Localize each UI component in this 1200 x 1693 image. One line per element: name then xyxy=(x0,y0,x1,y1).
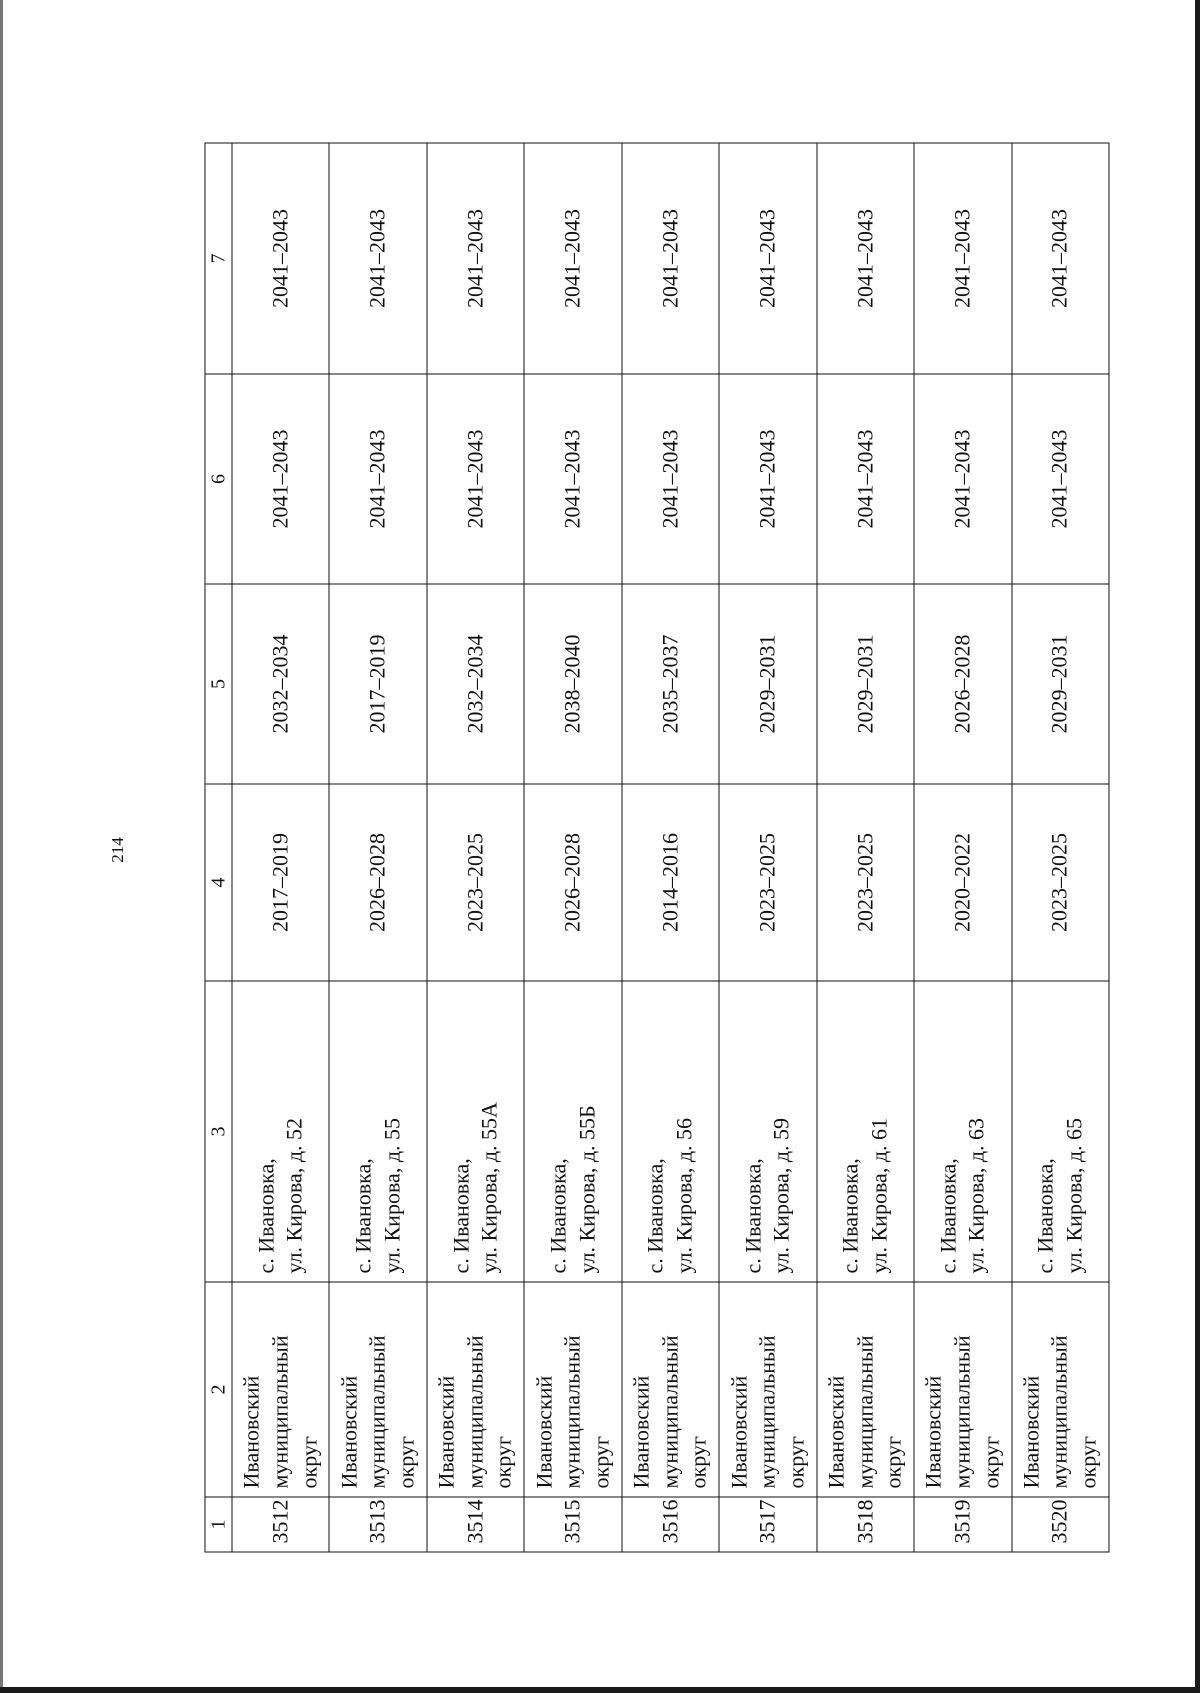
column-header: 3 xyxy=(205,981,232,1282)
district-line: округ xyxy=(393,1436,419,1489)
cell-years-c4: 2020–2022 xyxy=(914,784,1011,981)
district-line: муниципальный xyxy=(852,1335,878,1489)
cell-years-c4: 2014–2016 xyxy=(622,784,719,981)
cell-years-c6: 2041–2043 xyxy=(329,374,426,584)
district-line: округ xyxy=(783,1436,809,1489)
cell-address xyxy=(1012,981,1110,1282)
district-line: муниципальный xyxy=(559,1335,585,1489)
district-line: Ивановский xyxy=(336,1375,362,1489)
district-line: Ивановский xyxy=(920,1375,946,1489)
address-line: с. Ивановка, xyxy=(253,1158,279,1274)
table-row xyxy=(914,143,1011,1552)
cell-district xyxy=(817,1282,914,1497)
address-line: с. Ивановка, xyxy=(935,1158,961,1274)
column-header: 1 xyxy=(205,1497,232,1552)
table-body xyxy=(232,143,1109,1552)
cell-district xyxy=(1012,1282,1110,1497)
district-line: округ xyxy=(685,1436,711,1489)
district-line: округ xyxy=(296,1436,322,1489)
cell-id: 3514 xyxy=(427,1497,524,1552)
cell-years-c6: 2041–2043 xyxy=(817,374,914,584)
column-header: 2 xyxy=(205,1282,232,1497)
cell-id: 3512 xyxy=(232,1497,329,1552)
cell-id: 3517 xyxy=(719,1497,816,1552)
address-line: с. Ивановка, xyxy=(448,1158,473,1274)
cell-years-c4: 2023–2025 xyxy=(719,784,816,981)
cell-years-c5: 2032–2034 xyxy=(427,584,524,784)
address-line: ул. Кирова, д. 52 xyxy=(281,1117,307,1274)
cell-years-c7: 2041–2043 xyxy=(817,143,914,374)
cell-years-c6: 2041–2043 xyxy=(1012,374,1110,584)
table-row xyxy=(329,143,426,1552)
cell-years-c4: 2017–2019 xyxy=(232,784,329,981)
district-line: муниципальный xyxy=(949,1335,975,1489)
cell-district xyxy=(524,1282,621,1497)
cell-years-c5: 2035–2037 xyxy=(622,584,719,784)
cell-id: 3513 xyxy=(329,1497,426,1552)
address-line: с. Ивановка, xyxy=(837,1158,863,1274)
table-row xyxy=(427,143,524,1552)
cell-id: 3515 xyxy=(524,1497,621,1552)
district-line: муниципальный xyxy=(754,1335,780,1489)
district-line: муниципальный xyxy=(267,1335,293,1489)
cell-years-c6: 2041–2043 xyxy=(427,374,524,584)
table-row xyxy=(817,143,914,1552)
district-line: Ивановский xyxy=(726,1375,752,1489)
district-line: муниципальный xyxy=(657,1335,683,1489)
cell-years-c7: 2041–2043 xyxy=(719,143,816,374)
table-row xyxy=(622,143,719,1552)
column-header: 5 xyxy=(205,584,232,784)
table-row xyxy=(719,143,816,1552)
cell-years-c7: 2041–2043 xyxy=(914,143,1011,374)
data-table xyxy=(205,143,1110,1553)
address-line: с. Ивановка, xyxy=(545,1158,571,1274)
district-line: Ивановский xyxy=(628,1375,654,1489)
cell-id: 3520 xyxy=(1012,1497,1110,1552)
cell-years-c6: 2041–2043 xyxy=(914,374,1011,584)
cell-years-c4: 2023–2025 xyxy=(427,784,524,981)
cell-district xyxy=(427,1282,524,1497)
cell-years-c7: 2041–2043 xyxy=(524,143,621,374)
address-line: с. Ивановка, xyxy=(642,1158,668,1274)
cell-years-c4: 2023–2025 xyxy=(1012,784,1110,981)
address-line: ул. Кирова, д. 55Б xyxy=(574,1105,600,1274)
cell-district xyxy=(622,1282,719,1497)
cell-years-c7: 2041–2043 xyxy=(427,143,524,374)
page-number: 214 xyxy=(108,837,127,863)
district-line: округ xyxy=(978,1436,1004,1489)
address-line: ул. Кирова, д. 65 xyxy=(1061,1117,1087,1274)
cell-years-c7: 2041–2043 xyxy=(1012,143,1110,374)
district-line: муниципальный xyxy=(364,1335,390,1489)
district-line: Ивановский xyxy=(823,1375,849,1489)
column-header: 4 xyxy=(205,784,232,981)
cell-years-c5: 2032–2034 xyxy=(232,584,329,784)
cell-district xyxy=(719,1282,816,1497)
rotated-table-container xyxy=(205,144,1110,1553)
column-header: 7 xyxy=(205,143,232,374)
district-line: Ивановский xyxy=(1018,1375,1044,1489)
cell-address xyxy=(427,981,524,1282)
district-line: округ xyxy=(588,1436,614,1489)
district-line: Ивановский xyxy=(238,1375,264,1489)
cell-id: 3519 xyxy=(914,1497,1011,1552)
district-line: округ xyxy=(490,1436,516,1489)
address-line: ул. Кирова, д. 56 xyxy=(671,1117,697,1274)
cell-district xyxy=(914,1282,1011,1497)
district-line: Ивановский xyxy=(433,1375,459,1489)
address-line: с. Ивановка, xyxy=(1032,1158,1058,1274)
district-line: Ивановский xyxy=(531,1375,557,1489)
scan-edge-bottom xyxy=(0,1687,1200,1693)
cell-years-c5: 2029–2031 xyxy=(1012,584,1110,784)
cell-years-c7: 2041–2043 xyxy=(329,143,426,374)
address-line: ул. Кирова, д. 61 xyxy=(866,1117,892,1274)
scan-edge-right xyxy=(1195,0,1200,1693)
scan-edge-left xyxy=(0,0,3,1693)
cell-id: 3516 xyxy=(622,1497,719,1552)
cell-years-c6: 2041–2043 xyxy=(524,374,621,584)
district-line: округ xyxy=(880,1436,906,1489)
cell-years-c7: 2041–2043 xyxy=(232,143,329,374)
cell-address xyxy=(524,981,621,1282)
cell-address xyxy=(622,981,719,1282)
address-line: с. Ивановка, xyxy=(350,1158,376,1274)
address-line: ул. Кирова, д. 59 xyxy=(768,1117,794,1274)
table-row xyxy=(524,143,621,1552)
district-line: муниципальный xyxy=(1046,1335,1072,1489)
address-line: с. Ивановка, xyxy=(740,1158,766,1274)
cell-years-c5: 2017–2019 xyxy=(329,584,426,784)
cell-district xyxy=(232,1282,329,1497)
cell-years-c4: 2023–2025 xyxy=(817,784,914,981)
cell-address xyxy=(232,981,329,1282)
table-row xyxy=(232,143,329,1552)
cell-address xyxy=(914,981,1011,1282)
table-row xyxy=(1012,143,1110,1552)
cell-years-c6: 2041–2043 xyxy=(719,374,816,584)
cell-years-c4: 2026–2028 xyxy=(524,784,621,981)
cell-years-c5: 2038–2040 xyxy=(524,584,621,784)
cell-years-c7: 2041–2043 xyxy=(622,143,719,374)
address-line: ул. Кирова, д. 55 xyxy=(379,1117,405,1274)
cell-id: 3518 xyxy=(817,1497,914,1552)
address-line: ул. Кирова, д. 55А xyxy=(476,1102,502,1274)
cell-years-c5: 2026–2028 xyxy=(914,584,1011,784)
table-header-row xyxy=(205,143,232,1552)
cell-years-c5: 2029–2031 xyxy=(817,584,914,784)
cell-district xyxy=(329,1282,426,1497)
column-header: 6 xyxy=(205,374,232,584)
address-line: ул. Кирова, д. 63 xyxy=(963,1117,989,1274)
cell-address xyxy=(817,981,914,1282)
district-line: округ xyxy=(1075,1436,1101,1489)
cell-address xyxy=(329,981,426,1282)
cell-years-c5: 2029–2031 xyxy=(719,584,816,784)
cell-years-c4: 2026–2028 xyxy=(329,784,426,981)
cell-years-c6: 2041–2043 xyxy=(622,374,719,584)
cell-years-c6: 2041–2043 xyxy=(232,374,329,584)
district-line: муниципальный xyxy=(462,1335,488,1489)
cell-address xyxy=(719,981,816,1282)
